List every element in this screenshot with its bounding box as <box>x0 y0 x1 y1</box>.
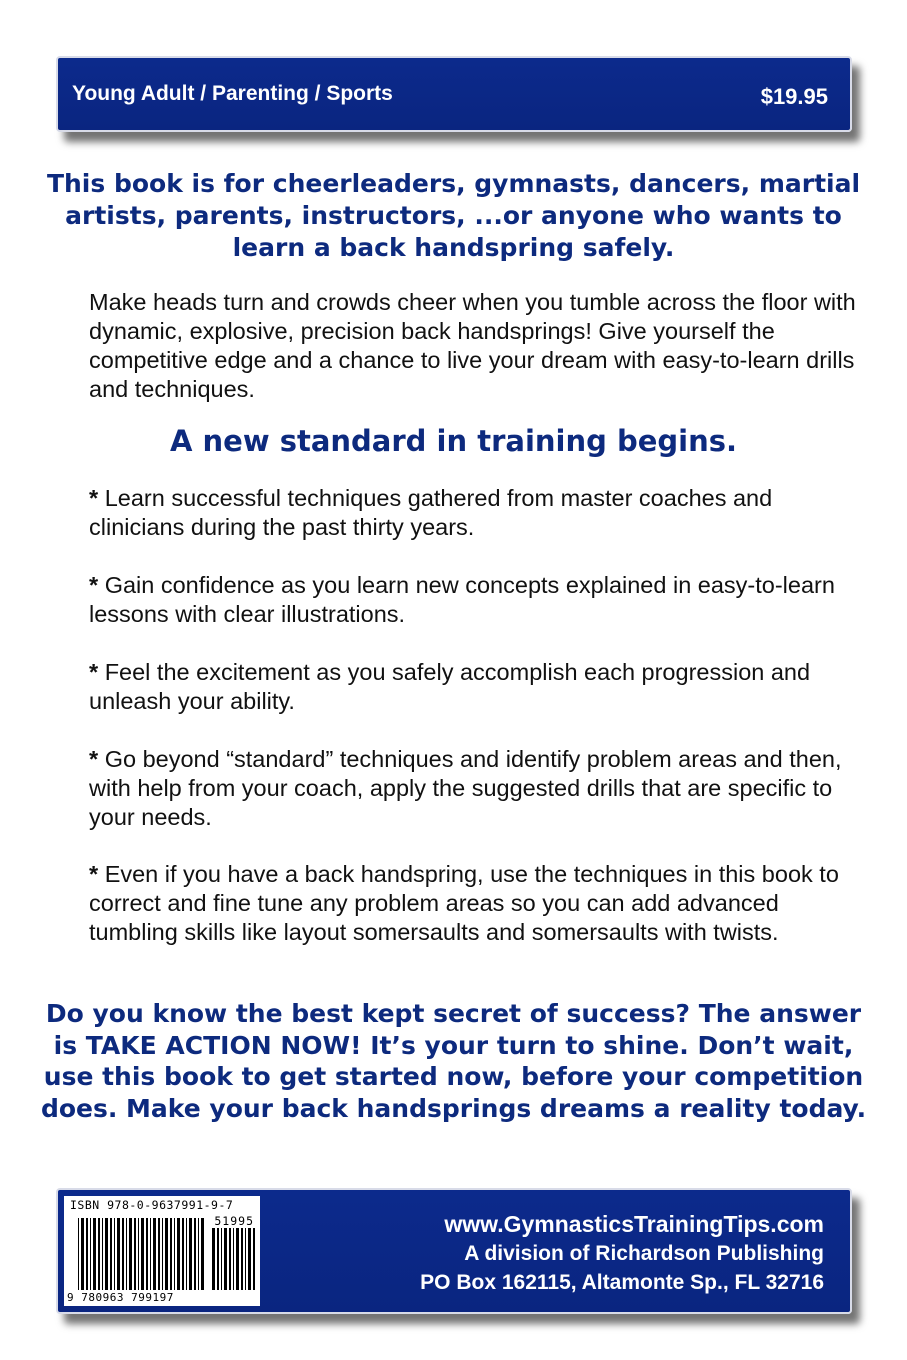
barcode-bar <box>217 1228 219 1290</box>
barcode-bar <box>138 1218 139 1290</box>
barcode-bar <box>170 1218 172 1290</box>
tagline: This book is for cheerleaders, gymnasts, dancers, martial artists, parents, instructors, ...or anyone who wants to learn a back handspring safely. <box>46 169 861 262</box>
barcode-bar <box>122 1218 124 1290</box>
bullet-item <box>89 658 859 716</box>
publisher-address: PO Box 162115, Altamonte Sp., FL 32716 <box>420 1271 824 1294</box>
barcode-bar <box>162 1218 163 1290</box>
barcode-bar <box>126 1218 127 1290</box>
bullet-text: Feel the excitement as you safely accomplish each progression and unleash your ability. <box>89 659 811 714</box>
barcode-bar <box>117 1218 120 1290</box>
website-link[interactable]: www.GymnasticsTrainingTips.com <box>444 1211 824 1237</box>
barcode-bar <box>189 1218 192 1290</box>
barcode-bar <box>248 1228 251 1290</box>
barcode-bar <box>134 1218 136 1290</box>
publisher-division: A division of Richardson Publishing <box>464 1242 824 1265</box>
barcode-bars-icon <box>78 1218 206 1290</box>
bullet-marker: * <box>89 485 99 511</box>
addon-barcode-bars-icon <box>212 1228 256 1290</box>
bullet-item <box>89 571 859 629</box>
bullet-text: Learn successful techniques gathered from master coaches and clinicians during the past thirty years. <box>89 485 773 540</box>
ean-digits: 9 780963 799197 <box>67 1291 174 1304</box>
price-label: $19.95 <box>760 84 828 109</box>
barcode-bar <box>245 1228 246 1290</box>
barcode-bar <box>93 1218 96 1290</box>
bullet-text: Go beyond “standard” techniques and identify problem areas and then, with help from your coach, apply the suggested drills that are specific to your needs. <box>89 746 842 830</box>
bullet-marker: * <box>89 659 99 685</box>
barcode-bar <box>233 1228 234 1290</box>
barcode-bar <box>153 1218 156 1290</box>
barcode-bar <box>110 1218 112 1290</box>
barcode-bar <box>224 1228 227 1290</box>
bullet-text: Even if you have a back handspring, use the techniques in this book to correct and fine tune any problem areas so you can add advanced tumbling skills like layout somersaults and somersaults with twists. <box>89 861 839 945</box>
top-banner <box>56 56 852 132</box>
barcode-bar <box>241 1228 243 1290</box>
barcode-bar <box>90 1218 91 1290</box>
barcode-bar <box>182 1218 184 1290</box>
barcode-bar <box>78 1218 79 1290</box>
barcode-bar <box>114 1218 115 1290</box>
barcode-bar <box>221 1228 222 1290</box>
barcode-bar <box>86 1218 88 1290</box>
barcode-bar <box>81 1218 84 1290</box>
barcode-bar <box>102 1218 103 1290</box>
barcode-bar <box>253 1228 255 1290</box>
price-code: 51995 <box>214 1214 254 1228</box>
closing-callout: Do you know the best kept secret of success? The answer is TAKE ACTION NOW! It’s your turn to shine. Don’t wait, use this book to get started now, before your competition does. Make your back handsprings dreams a reality today. <box>40 999 867 1123</box>
barcode-bar <box>194 1218 196 1290</box>
barcode-bar <box>105 1218 108 1290</box>
barcode-bar <box>129 1218 132 1290</box>
bottom-banner <box>56 1188 852 1314</box>
barcode-bar <box>186 1218 187 1290</box>
barcode-bar <box>146 1218 148 1290</box>
barcode-bar <box>236 1228 239 1290</box>
barcode-bar <box>177 1218 180 1290</box>
isbn-text: ISBN 978-0-9637991-9-7 <box>70 1198 234 1212</box>
barcode-bar <box>158 1218 160 1290</box>
bullet-marker: * <box>89 572 99 598</box>
barcode-bar <box>201 1218 204 1290</box>
intro-paragraph: Make heads turn and crowds cheer when you tumble across the floor with dynamic, explosive, precision back handsprings! Give yourself the competitive edge and a chance to live your dream with easy-to-learn drills and techniques. <box>89 289 856 402</box>
publisher-info <box>420 1210 824 1297</box>
barcode-bar <box>141 1218 144 1290</box>
barcode-bar <box>98 1218 100 1290</box>
subheading: A new standard in training begins. <box>169 424 738 458</box>
barcode-bar <box>150 1218 151 1290</box>
barcode-bar <box>198 1218 199 1290</box>
bullet-marker: * <box>89 746 99 772</box>
bullet-text: Gain confidence as you learn new concepts explained in easy-to-learn lessons with clear illustrations. <box>89 572 835 627</box>
bullet-item <box>89 860 859 947</box>
barcode-bar <box>212 1228 215 1290</box>
bullet-marker: * <box>89 861 99 887</box>
barcode-bar <box>229 1228 231 1290</box>
barcode-bar <box>174 1218 175 1290</box>
category-label: Young Adult / Parenting / Sports <box>72 82 393 105</box>
bullet-item <box>89 484 859 542</box>
bullet-item <box>89 745 859 832</box>
barcode-bar <box>165 1218 168 1290</box>
isbn-barcode <box>64 1196 260 1306</box>
